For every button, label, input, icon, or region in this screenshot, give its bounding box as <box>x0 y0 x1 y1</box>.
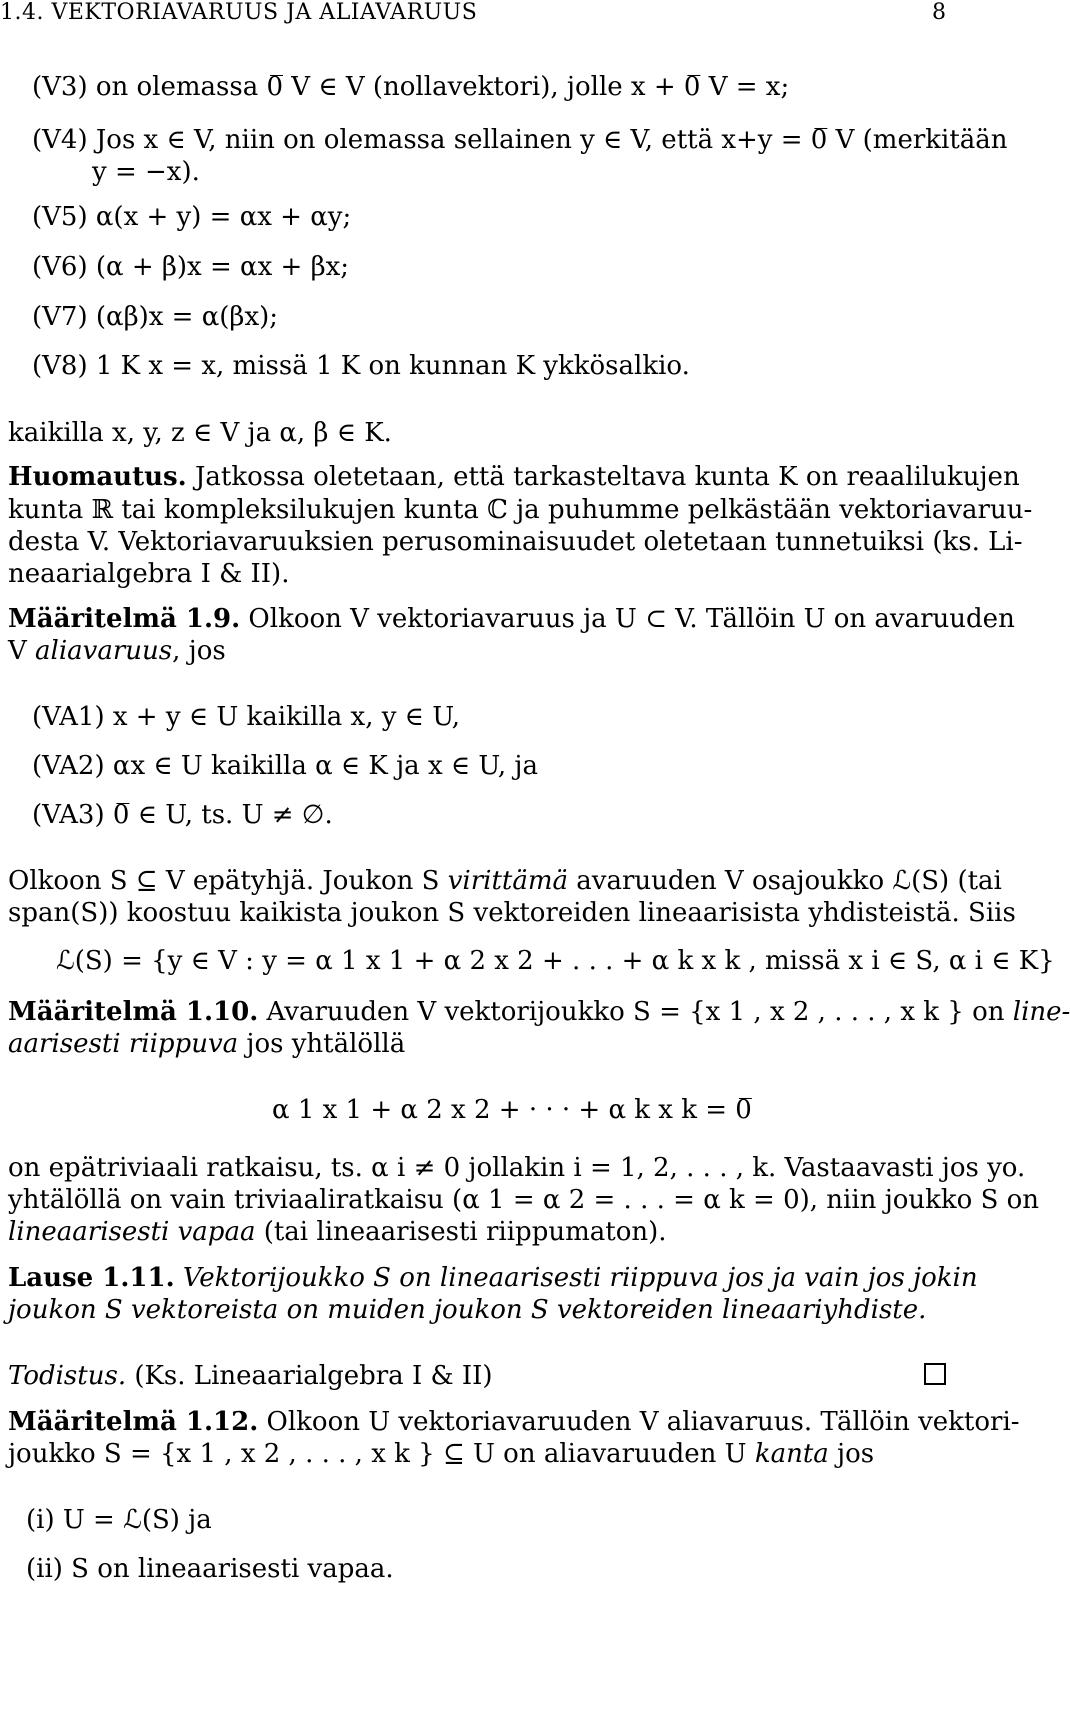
def110-text-5: (tai lineaarisesti riippumaton). <box>255 1217 667 1247</box>
proof-label: Todistus. <box>8 1361 127 1391</box>
def19-line-2 <box>8 634 226 668</box>
axioms-quantifier: kaikilla x, y, z ∈ V ja α, β ∈ K. <box>8 418 392 448</box>
def112-item-ii: (ii) S on lineaarisesti vapaa. <box>26 1554 394 1584</box>
axiom-v8: (V8) 1 K x = x, missä 1 K on kunnan K ykkösalkio. <box>32 351 690 381</box>
def110-label: Määritelmä 1.10. <box>8 997 259 1027</box>
span-line-1 <box>8 864 1002 898</box>
def110-line-5 <box>8 1215 667 1249</box>
def19-line-1 <box>8 602 1015 636</box>
remark-label: Huomautus. <box>8 462 187 492</box>
def112-text-1: Olkoon U vektoriavaruuden V aliavaruus. Tällöin vektori- <box>258 1407 1020 1437</box>
def110-text-1: Avaruuden V vektorijoukko S = {x 1 , x 2 , . . . , x k } on <box>258 997 1013 1027</box>
def110-line-4: yhtälöllä on vain triviaaliratkaisu (α 1 = α 2 = . . . = α k = 0), niin joukko S on <box>8 1185 1040 1215</box>
def112-line-1 <box>8 1405 1020 1439</box>
def19-text-2a: V <box>8 636 36 666</box>
def19-text-1: Olkoon V vektoriavaruus ja U ⊂ V. Tällöin U on avaruuden <box>240 604 1015 634</box>
def110-term-2: aarisesti riippuva <box>8 1029 239 1059</box>
remark-line-1 <box>8 460 1020 494</box>
qed-box <box>924 1363 946 1385</box>
def112-term: kanta <box>754 1439 829 1469</box>
lemma111-line-2: joukon S vektoreista on muiden joukon S vektoreiden lineaariyhdiste. <box>8 1295 927 1325</box>
span-line-2: span(S)) koostuu kaikista joukon S vektoreiden lineaarisista yhdisteistä. Siis <box>8 898 1016 928</box>
def110-line-3: on epätriviaali ratkaisu, ts. α i ≠ 0 jollakin i = 1, 2, . . . , k. Vastaavasti jos yo. <box>8 1153 1026 1183</box>
def19-va1: (VA1) x + y ∈ U kaikilla x, y ∈ U, <box>32 702 460 732</box>
span-formula: ℒ(S) = {y ∈ V : y = α 1 x 1 + α 2 x 2 + . . . + α k x k , missä x i ∈ S, α i ∈ K} <box>56 946 1055 976</box>
def112-text-2b: jos <box>828 1439 875 1469</box>
span-text-1b: avaruuden V osajoukko ℒ(S) (tai <box>568 866 1002 896</box>
axiom-v4-cont: y = −x). <box>92 157 200 187</box>
span-text-1a: Olkoon S ⊆ V epätyhjä. Joukon S <box>8 866 448 896</box>
lemma111-text-1: Vektorijoukko S on lineaarisesti riippuva jos ja vain jos jokin <box>174 1263 978 1293</box>
remark-line-2: kunta ℝ tai kompleksilukujen kunta ℂ ja puhumme pelkästään vektoriavaruu- <box>8 495 1033 525</box>
def110-term-1: line- <box>1012 997 1070 1027</box>
def19-term: aliavaruus <box>35 636 173 666</box>
lemma111-line-1 <box>8 1261 978 1295</box>
proof-text: (Ks. Lineaarialgebra I & II) <box>126 1361 493 1391</box>
axiom-v5: (V5) α(x + y) = αx + αy; <box>32 202 352 232</box>
def110-line-1 <box>8 995 1070 1029</box>
def110-term-3: lineaarisesti vapaa <box>8 1217 256 1247</box>
axiom-v6: (V6) (α + β)x = αx + βx; <box>32 252 350 282</box>
def112-item-i: (i) U = ℒ(S) ja <box>26 1505 212 1535</box>
def112-line-2 <box>8 1437 874 1471</box>
def110-text-2: jos yhtälöllä <box>238 1029 406 1059</box>
def19-va2: (VA2) αx ∈ U kaikilla α ∈ K ja x ∈ U, ja <box>32 751 538 781</box>
remark-text-1: Jatkossa oletetaan, että tarkasteltava kunta K on reaalilukujen <box>186 462 1020 492</box>
span-term: virittämä <box>447 866 569 896</box>
def110-formula: α 1 x 1 + α 2 x 2 + · · · + α k x k = 0̅ <box>272 1095 752 1125</box>
running-header: 1.4. VEKTORIAVARUUS JA ALIAVARUUS <box>0 0 478 25</box>
def112-label: Määritelmä 1.12. <box>8 1407 259 1437</box>
proof-line <box>8 1359 493 1393</box>
def19-text-2b: , jos <box>172 636 226 666</box>
page-number: 8 <box>932 0 946 25</box>
def19-label: Määritelmä 1.9. <box>8 604 241 634</box>
def19-va3: (VA3) 0̅ ∈ U, ts. U ≠ ∅. <box>32 800 333 830</box>
remark-line-4: neaarialgebra I & II). <box>8 559 290 589</box>
axiom-v7: (V7) (αβ)x = α(βx); <box>32 302 279 332</box>
lemma111-label: Lause 1.11. <box>8 1263 175 1293</box>
axiom-v4: (V4) Jos x ∈ V, niin on olemassa sellainen y ∈ V, että x+y = 0̅ V (merkitään <box>32 125 1008 155</box>
remark-line-3: desta V. Vektoriavaruuksien perusominaisuudet oletetaan tunnetuiksi (ks. Li- <box>8 527 1023 557</box>
def110-line-2 <box>8 1027 405 1061</box>
axiom-v3: (V3) on olemassa 0̅ V ∈ V (nollavektori), jolle x + 0̅ V = x; <box>32 72 790 102</box>
def112-text-2a: joukko S = {x 1 , x 2 , . . . , x k } ⊆ U on aliavaruuden U <box>8 1439 755 1469</box>
